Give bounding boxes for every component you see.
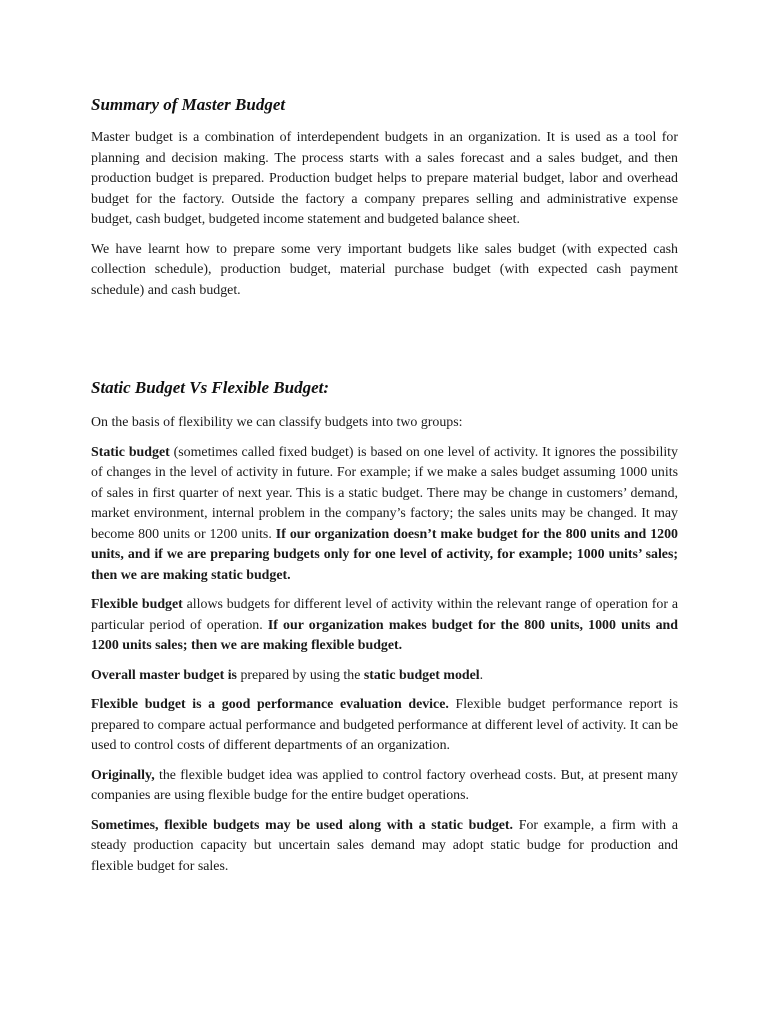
section-title-static-vs-flexible: Static Budget Vs Flexible Budget: [91, 378, 330, 397]
flexible-budget-paragraph [91, 595, 678, 657]
static-budget-text: (sometimes called fixed budget) is based on one level of activity. It ignores the possibility of changes in the level of activity in future. For example; if we make a sales budget assuming 1000 units of sales in first quarter of next year. This is a static budget. There may be change in customers’ demand, market environment, internal problem in the company’s factory; the sales units may be changed. It may become 800 units or 1200 units. [91, 444, 678, 542]
sometimes-text: For example, a firm with a steady production capacity but uncertain sales demand may adopt static budge for production and flexible budget for sales. [91, 817, 678, 874]
section-title-summary: Summary of Master Budget [91, 95, 286, 114]
originally-paragraph [91, 766, 678, 807]
sometimes-paragraph [91, 816, 678, 878]
performance-evaluation-paragraph [91, 695, 678, 757]
overall-master-budget-text: prepared by using the [236, 667, 364, 683]
originally-text: the flexible budget idea was applied to control factory overhead costs. But, at present many companies are using flexible budge for the entire budget operations. [91, 767, 678, 803]
originally-term: Originally, [91, 767, 155, 783]
static-budget-emphasis: If our organization doesn’t make budget for the 800 units and 1200 units, and if we are preparing budgets only for one level of activity, for example; 1000 units’ sales; then we are making static budget. [91, 526, 678, 583]
performance-evaluation-term: Flexible budget is a good performance evaluation device. [91, 697, 449, 712]
summary-section [91, 128, 678, 301]
summary-paragraph-2: We have learnt how to prepare some very important budgets like sales budget (with expected cash collection schedule), production budget, material purchase budget (with expected cash payment schedule) and cash budget. [91, 241, 678, 298]
intro-paragraph: On the basis of flexibility we can classify budgets into two groups: [91, 415, 463, 430]
summary-paragraph-1: Master budget is a combination of interdependent budgets in an organization. It is used as a tool for planning and decision making. The process starts with a sales forecast and a sales budget, and then production budget is prepared. Production budget helps to prepare material budget, labor and overhead budget for the factory. Outside the factory a company prepares selling and administrative expense budget, cash budget, budgeted income statement and budgeted balance sheet. [91, 130, 678, 227]
overall-master-budget-period: . [479, 667, 484, 683]
flexible-budget-emphasis: If our organization makes budget for the 800 units, 1000 units and 1200 units sales; then we are making flexible budget. [91, 617, 679, 653]
performance-evaluation-text: Flexible budget performance report is prepared to compare actual performance and budgeted performance at different level of activity. It can be used to control costs of different departments of an organization. [91, 697, 678, 753]
flexible-budget-term: Flexible budget [91, 597, 183, 612]
overall-master-budget-paragraph [91, 666, 678, 687]
overall-master-budget-term: Overall master budget is [91, 667, 237, 683]
flexible-budget-text: allows budgets for different level of activity within the relevant range of operation for a particular period of operation. [91, 597, 678, 633]
static-vs-flexible-section [91, 413, 678, 877]
static-budget-model-term: static budget model [363, 667, 480, 683]
static-budget-paragraph [91, 443, 678, 587]
sometimes-term: Sometimes, flexible budgets may be used along with a static budget. [91, 817, 514, 833]
static-budget-term: Static budget [91, 444, 170, 460]
